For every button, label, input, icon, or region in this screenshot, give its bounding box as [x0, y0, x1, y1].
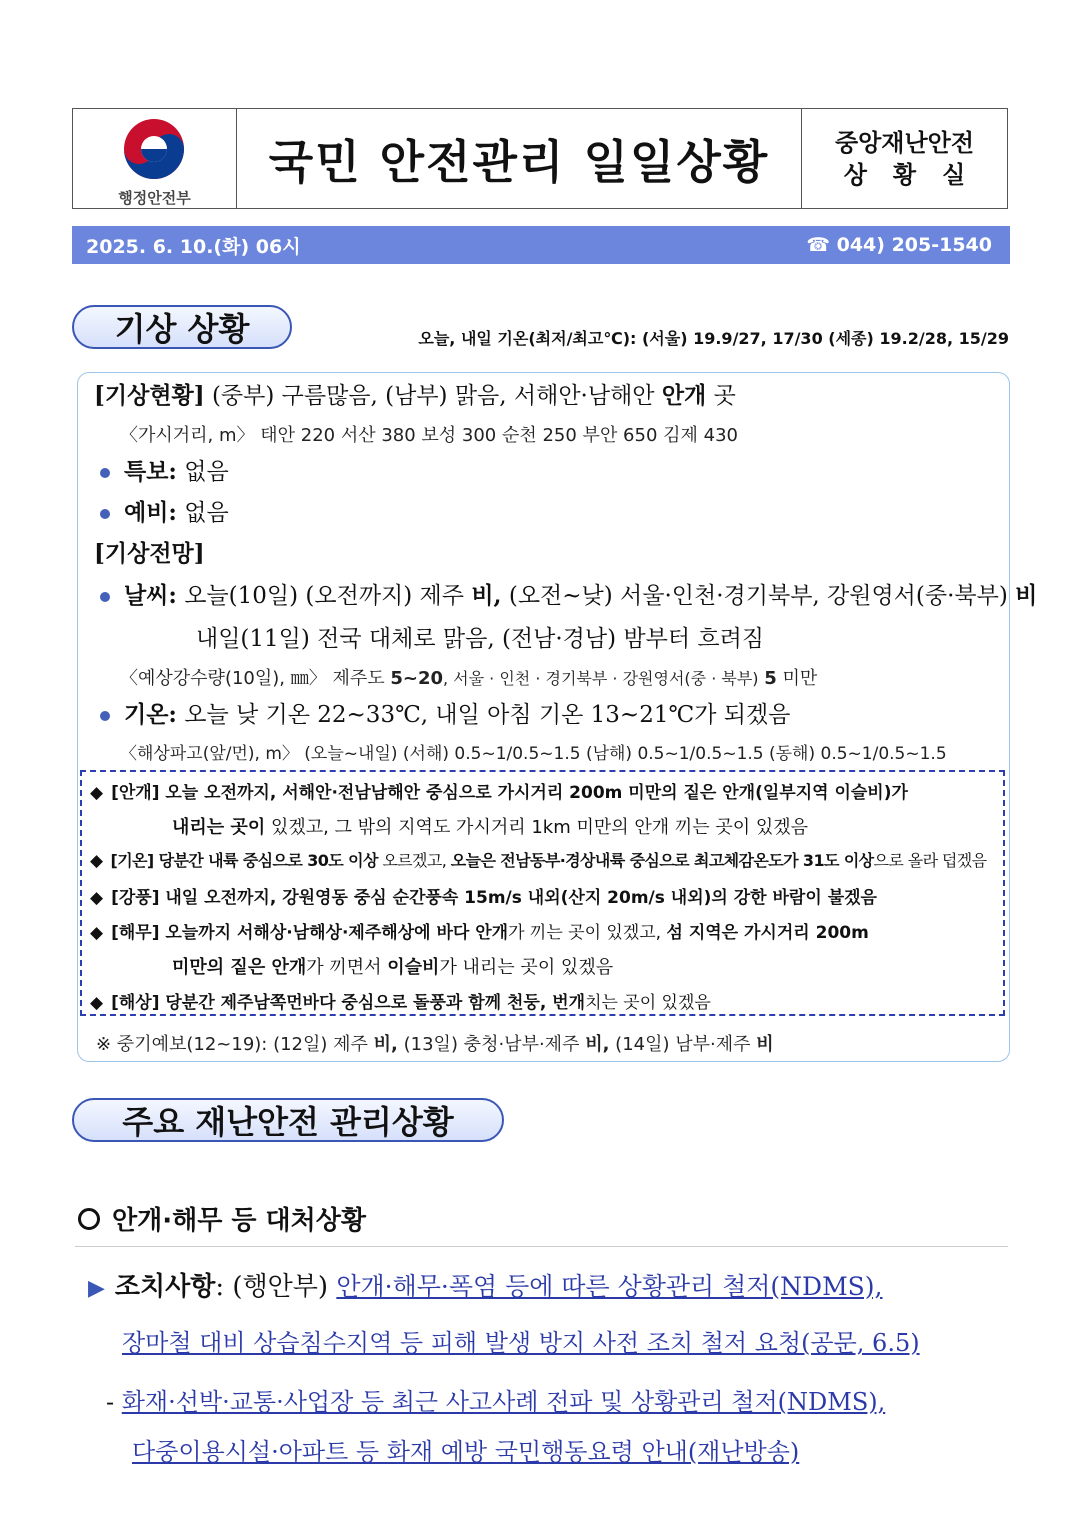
- forecast-temp-line: 기온: 오늘 낮 기온 22~33℃, 내일 아침 기온 13~21℃가 되겠음: [100, 696, 790, 729]
- action-sub-link-1[interactable]: 화재·선박·교통·사업장 등 최근 사고사례 전파 및 상황관리 철저(NDMS),: [121, 1388, 886, 1416]
- diamond-bullet-icon: ◆: [90, 993, 104, 1013]
- bullet-icon: [100, 592, 110, 602]
- note-heat-line: ◆ [기온] 당분간 내륙 중심으로 30도 이상 오르겠고, 오늘은 전남동부·경상내륙 중심으로 최고체감온도가 31도 이상으로 올라 덥겠음: [90, 851, 987, 871]
- action-link-1[interactable]: 안개·해무·폭염 등에 따른 상황관리 철저(NDMS),: [336, 1272, 883, 1301]
- weather-section-title: 기상 상황: [72, 305, 292, 349]
- contact-phone: ☎ 044) 205-1540: [806, 234, 992, 256]
- report-date: 2025. 6. 10.(화) 06시: [86, 235, 301, 258]
- forecast-weather-line2: 내일(11일) 전국 대체로 맑음, (전남·경남) 밤부터 흐려짐: [196, 626, 765, 652]
- action-line2: [122, 1323, 920, 1358]
- current-weather-line: [기상현황] (중부) 구름많음, (남부) 맑음, 서해안·남해안 안개 곳: [94, 382, 736, 409]
- note-sea-fog-line1: ◆ [해무] 오늘까지 서해상·남해상·제주해상에 바다 안개가 끼는 곳이 있겠고, 섬 지역은 가시거리 200m: [90, 923, 869, 943]
- org-name: [801, 109, 1007, 208]
- note-wind-line: ◆ [강풍] 내일 오전까지, 강원영동 중심 순간풍속 15m/s 내외(산지 20m/s 내외)의 강한 바람이 불겠음: [90, 888, 877, 908]
- note-fog-line2: 내리는 곳이 있겠고, 그 밖의 지역도 가시거리 1km 미만의 안개 끼는 곳이 있겠음: [172, 817, 808, 838]
- triangle-bullet-icon: ▶: [88, 1276, 105, 1301]
- document-header: [72, 108, 1008, 209]
- wave-height-line: 〈해상파고(앞/먼), m〉 (오늘~내일) (서해) 0.5~1/0.5~1.5 (남해) 0.5~1/0.5~1.5 (동해) 0.5~1/0.5~1.5: [120, 744, 947, 764]
- diamond-bullet-icon: ◆: [90, 888, 104, 908]
- subheading: 안개·해무 등 대처상황: [78, 1200, 366, 1237]
- taegeuk-logo-icon: [120, 115, 188, 183]
- bullet-icon: [100, 468, 110, 478]
- logo-text: 행정안전부: [118, 189, 191, 207]
- note-marine-line: ◆ [해상] 당분간 제주남쪽먼바다 중심으로 돌풍과 함께 천둥, 번개치는 곳이 있겠음: [90, 993, 711, 1013]
- page-title: 국민 안전관리 일일상황: [268, 134, 770, 189]
- ministry-logo: [73, 109, 237, 208]
- org-line2: 상황실: [843, 160, 992, 189]
- action-line1: ▶ 조치사항: (행안부) 안개·해무·폭염 등에 따른 상황관리 철저(NDMS),: [88, 1272, 883, 1302]
- diamond-bullet-icon: ◆: [90, 783, 104, 803]
- diamond-bullet-icon: ◆: [90, 923, 104, 943]
- warning-line: 특보: 없음: [100, 453, 229, 486]
- bullet-icon: [100, 711, 110, 721]
- action-link-2[interactable]: 장마철 대비 상습침수지역 등 피해 발생 방지 사전 조치 철저 요청(공문, 6.5): [122, 1329, 920, 1357]
- forecast-weather-line1: 날씨: 오늘(10일) (오전까지) 제주 비, (오전~낮) 서울·인천·경기북부, 강원영서(중·북부) 비: [100, 577, 1037, 610]
- temperature-summary: 오늘, 내일 기온(최저/최고℃): (서울) 19.9/27, 17/30 (세종) 19.2/28, 15/29: [418, 329, 1009, 348]
- midterm-forecast-line: ※ 중기예보(12~19): (12일) 제주 비, (13일) 충청·남부·제주 비, (14일) 남부·제주 비: [96, 1034, 774, 1055]
- date-bar: [72, 226, 1010, 264]
- note-fog-line1: ◆ [안개] 오늘 오전까지, 서해안·전남남해안 중심으로 가시거리 200m 미만의 짙은 안개(일부지역 이슬비)가: [90, 783, 908, 803]
- visibility-line: 〈가시거리, m〉 태안 220 서산 380 보성 300 순천 250 부안 650 김제 430: [120, 425, 738, 446]
- action-sub-link-2[interactable]: 다중이용시설·아파트 등 화재 예방 국민행동요령 안내(재난방송): [132, 1438, 800, 1466]
- circle-bullet-icon: [78, 1208, 100, 1230]
- divider: [75, 1246, 1008, 1247]
- forecast-label: [기상전망]: [94, 540, 205, 567]
- bullet-icon: [100, 509, 110, 519]
- disaster-section-title: 주요 재난안전 관리상황: [72, 1098, 504, 1142]
- note-sea-fog-line2: 미만의 짙은 안개가 끼면서 이슬비가 내리는 곳이 있겠음: [172, 957, 614, 978]
- prewarning-line: 예비: 없음: [100, 494, 229, 527]
- rain-amount-line: 〈예상강수량(10일), ㎜〉 제주도 5~20, 서울 · 인천 · 경기북부 · 강원영서(중 · 북부) 5 미만: [120, 668, 818, 689]
- action-sub-line1: - 화재·선박·교통·사업장 등 최근 사고사례 전파 및 상황관리 철저(NDMS),: [106, 1388, 886, 1416]
- action-sub-line2: [132, 1432, 799, 1467]
- diamond-bullet-icon: ◆: [90, 851, 103, 871]
- org-line1: 중앙재난안전: [834, 128, 975, 157]
